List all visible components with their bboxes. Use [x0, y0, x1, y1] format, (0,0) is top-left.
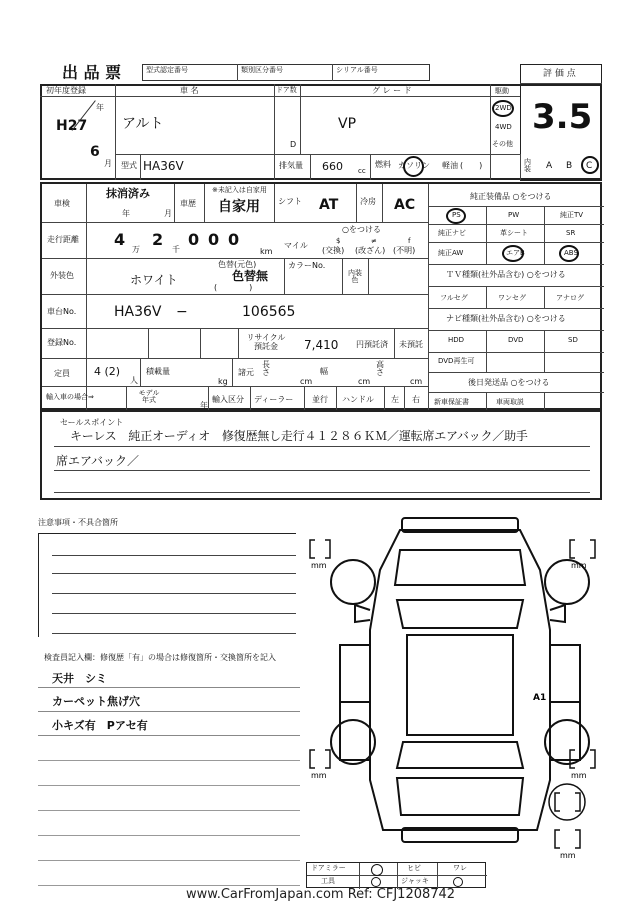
drive-label: 駆動	[495, 87, 509, 95]
first-reg-month-unit: 月	[104, 159, 112, 168]
interior-color-label: 内装色	[348, 269, 362, 284]
fuel-paren: ( )	[460, 161, 483, 170]
model-cert-label: 型式認定番号	[146, 66, 188, 74]
aftermarket-title: 後日発送品 ○をつける	[468, 378, 550, 387]
top-section	[0, 0, 640, 180]
mileage-km: km	[260, 247, 273, 256]
tv-full: フルセグ	[440, 294, 468, 302]
footer-watermark: www.CarFromJapan.com Ref: CFJ1208742	[186, 887, 456, 902]
import-label: 輸入車の場合⇒	[46, 393, 94, 401]
fuel-diesel: 軽油	[442, 161, 458, 170]
drive-other: その他	[492, 140, 513, 148]
mileage-d5: 0	[228, 230, 240, 249]
equip-abs: ABS	[564, 249, 578, 257]
serial-label: シリアル番号	[336, 66, 378, 74]
note-line-3: 小キズ有 Pアセ有	[52, 719, 148, 732]
person-unit: 人	[130, 376, 138, 385]
interior-label: 内装	[524, 158, 531, 173]
tv-one: ワンセグ	[498, 294, 526, 302]
drive-4wd: 4WD	[495, 123, 512, 131]
width-cm: cm	[358, 377, 371, 386]
tamper-sym: ≠	[371, 237, 377, 245]
doors-label: ドア数	[276, 86, 297, 94]
equip-airbag-circle	[502, 245, 524, 262]
color-no-label: カラーNo.	[288, 261, 326, 270]
inspection-label: 車検	[54, 199, 70, 208]
repaint-value: 色替無	[232, 269, 269, 283]
first-reg-label: 初年度登録	[46, 86, 86, 95]
diagram-mm-5: mm	[560, 851, 576, 860]
legend-crack: ヒビ	[407, 864, 421, 872]
inspection-month-unit: 月	[164, 209, 172, 218]
exchange-sym: $	[336, 237, 341, 245]
equip-aw: 純正AW	[438, 249, 464, 257]
width-label: 幅	[320, 367, 328, 376]
exchange-label: (交換)	[322, 246, 345, 255]
score-label: 評 価 点	[543, 69, 576, 79]
handle-right: 右	[412, 395, 420, 404]
model-value: HA36V	[143, 159, 184, 173]
drive-2wd-circle	[492, 100, 514, 117]
tamper-label: (改ざん)	[355, 246, 386, 255]
navi-dvd: DVD	[508, 336, 524, 344]
first-reg-year-unit: 年	[96, 103, 104, 112]
navi-hdd: HDD	[448, 336, 465, 344]
cc-unit: cc	[358, 167, 366, 175]
interior-b: B	[566, 161, 573, 171]
legend-broken: ワレ	[453, 864, 467, 872]
equip-ps-circle	[446, 208, 466, 224]
equip-pw: PW	[508, 211, 520, 219]
dvd-play: DVD再生可	[438, 357, 475, 365]
mileage-d3: 0	[188, 230, 200, 249]
model-year-label: モデル年式	[138, 389, 160, 404]
tv-title: ＴＶ種類(社外品含む) ○をつける	[446, 270, 566, 279]
aftermarket-manual: 車両取説	[496, 398, 524, 406]
equip-abs-circle	[559, 245, 579, 262]
details-section	[40, 182, 602, 410]
shift-value: AT	[319, 197, 339, 213]
drive-2wd: 2WD	[495, 104, 512, 112]
mileage-sen: 千	[172, 245, 180, 254]
history-label: 車歴	[180, 199, 196, 208]
legend-jack-mark	[453, 877, 463, 887]
sales-points-line2: 席エアバック／	[56, 454, 140, 468]
unknown-sym: f	[408, 237, 411, 245]
color-label: 外装色	[50, 271, 74, 280]
repaint-label: 色替(元色)	[218, 260, 257, 269]
model-label: 型式	[121, 161, 137, 170]
form-title: 出 品 票	[62, 63, 122, 82]
mileage-d1: 4	[114, 230, 126, 249]
fuel-gasoline: ガソリン	[398, 161, 430, 170]
sales-points-label: セールスポイント	[60, 418, 124, 427]
inspection-year-unit: 年	[122, 209, 130, 218]
recycle-yen: 円預託済	[356, 340, 388, 349]
sales-points-line1: キーレス 純正オーディオ 修復歴無し走行４１２８６ＫＭ／運転席エアバック／助手	[70, 429, 528, 443]
chassis-dash: −	[176, 304, 188, 320]
recycle-value: 7,410	[304, 338, 339, 352]
first-reg-month: 6	[90, 144, 100, 160]
class-label: 類別区分番号	[241, 66, 283, 74]
name-label: 車 名	[180, 86, 199, 95]
load-label: 積載量	[146, 367, 170, 376]
diagram-mm-1: mm	[311, 561, 327, 570]
repaint-paren: ( )	[214, 283, 253, 292]
equip-navi: 純正ナビ	[438, 229, 466, 237]
handle-label: ハンドル	[342, 395, 374, 404]
fuel-label: 燃料	[375, 160, 391, 169]
mileage-man: 万	[132, 245, 140, 254]
equip-airbag: エアB	[506, 249, 525, 257]
note-line-1: 天井 シミ	[52, 672, 107, 685]
aftermarket-warranty: 新車保証書	[434, 398, 469, 406]
legend-table	[306, 862, 486, 888]
diagram-mm-2: mm	[571, 561, 587, 570]
equip-tv: 純正TV	[560, 211, 584, 219]
cooler-label: 冷房	[360, 197, 376, 206]
handle-left: 左	[391, 395, 399, 404]
dealer-option: ディーラー	[254, 395, 294, 404]
mileage-d2: 2	[152, 230, 164, 249]
mileage-label: 走行距離	[47, 235, 79, 244]
reg-no-label: 登録No.	[47, 338, 77, 347]
grade-label: グ レ ー ド	[372, 86, 412, 95]
height-label: 高さ	[376, 360, 384, 377]
first-reg-year: H27	[56, 118, 88, 134]
inspection-value: 抹消済み	[106, 187, 150, 200]
recycle-label: リサイクル預託金	[246, 333, 286, 351]
chassis-number: 106565	[242, 304, 296, 320]
height-cm: cm	[410, 377, 423, 386]
color-value: ホワイト	[130, 273, 178, 287]
cooler-value: AC	[394, 197, 416, 213]
equip-ps: PS	[452, 211, 461, 219]
import-class-label: 輸入区分	[212, 395, 244, 404]
interior-a: A	[546, 161, 553, 171]
diagram-mm-4: mm	[571, 771, 587, 780]
shift-label: シフト	[278, 197, 302, 206]
legend-jack: ジャッキ	[401, 877, 429, 885]
length-label: 長さ	[262, 360, 270, 377]
navi-sd: SD	[568, 336, 578, 344]
tv-analog: アナログ	[556, 294, 584, 302]
diagram-mm-3: mm	[311, 771, 327, 780]
diagram-marker-a1: A1	[533, 693, 547, 703]
chassis-label: 車台No.	[47, 307, 77, 316]
legend-door-mirror: ドアミラー	[311, 864, 346, 872]
legend-mirror-mark	[371, 864, 383, 876]
unknown-label: (不明)	[393, 246, 416, 255]
interior-c-circle	[581, 156, 599, 174]
legend-tool: 工具	[321, 877, 335, 885]
legend-tool-mark	[371, 877, 381, 887]
vehicle-name: アルト	[122, 116, 164, 132]
equip-sr: SR	[566, 229, 576, 237]
history-note: ※未記入は自家用	[212, 186, 267, 194]
mile-label: マイル	[284, 241, 308, 250]
score-value: 3.5	[532, 97, 593, 137]
history-value: 自家用	[218, 199, 260, 215]
import-year-unit: 年	[200, 401, 208, 410]
recycle-not: 未預託	[399, 340, 423, 349]
note-line-2: カーペット焦げ穴	[52, 695, 140, 708]
load-kg: kg	[218, 377, 228, 386]
fuel-gasoline-circle	[403, 156, 424, 177]
genuine-title: 純正装備品 ○をつける	[470, 192, 552, 201]
parallel-option: 並行	[312, 395, 328, 404]
chassis-prefix: HA36V	[114, 304, 162, 320]
car-damage-diagram	[305, 510, 605, 865]
capacity-label: 定員	[54, 369, 70, 378]
navi-title: ナビ種類(社外品含む) ○をつける	[446, 314, 566, 323]
length-cm: cm	[300, 377, 313, 386]
sales-points-box	[40, 410, 602, 500]
notes-label: 注意事項・不具合箇所	[38, 518, 118, 527]
grade-value: VP	[338, 116, 357, 132]
mark-note: ○をつける	[342, 225, 381, 234]
dims-label: 諸元	[238, 368, 254, 377]
equip-leather: 革シート	[500, 229, 528, 237]
notes-section	[38, 515, 300, 895]
mileage-d4: 0	[208, 230, 220, 249]
displacement-label: 排気量	[279, 161, 303, 170]
displacement-value: 660	[322, 160, 343, 173]
capacity-value: 4 (2)	[94, 365, 121, 378]
doors-d: D	[290, 140, 297, 149]
inspector-label: 検査員記入欄：修復歴「有」の場合は修復箇所・交換箇所を記入	[44, 653, 276, 662]
interior-c: C	[586, 161, 593, 171]
